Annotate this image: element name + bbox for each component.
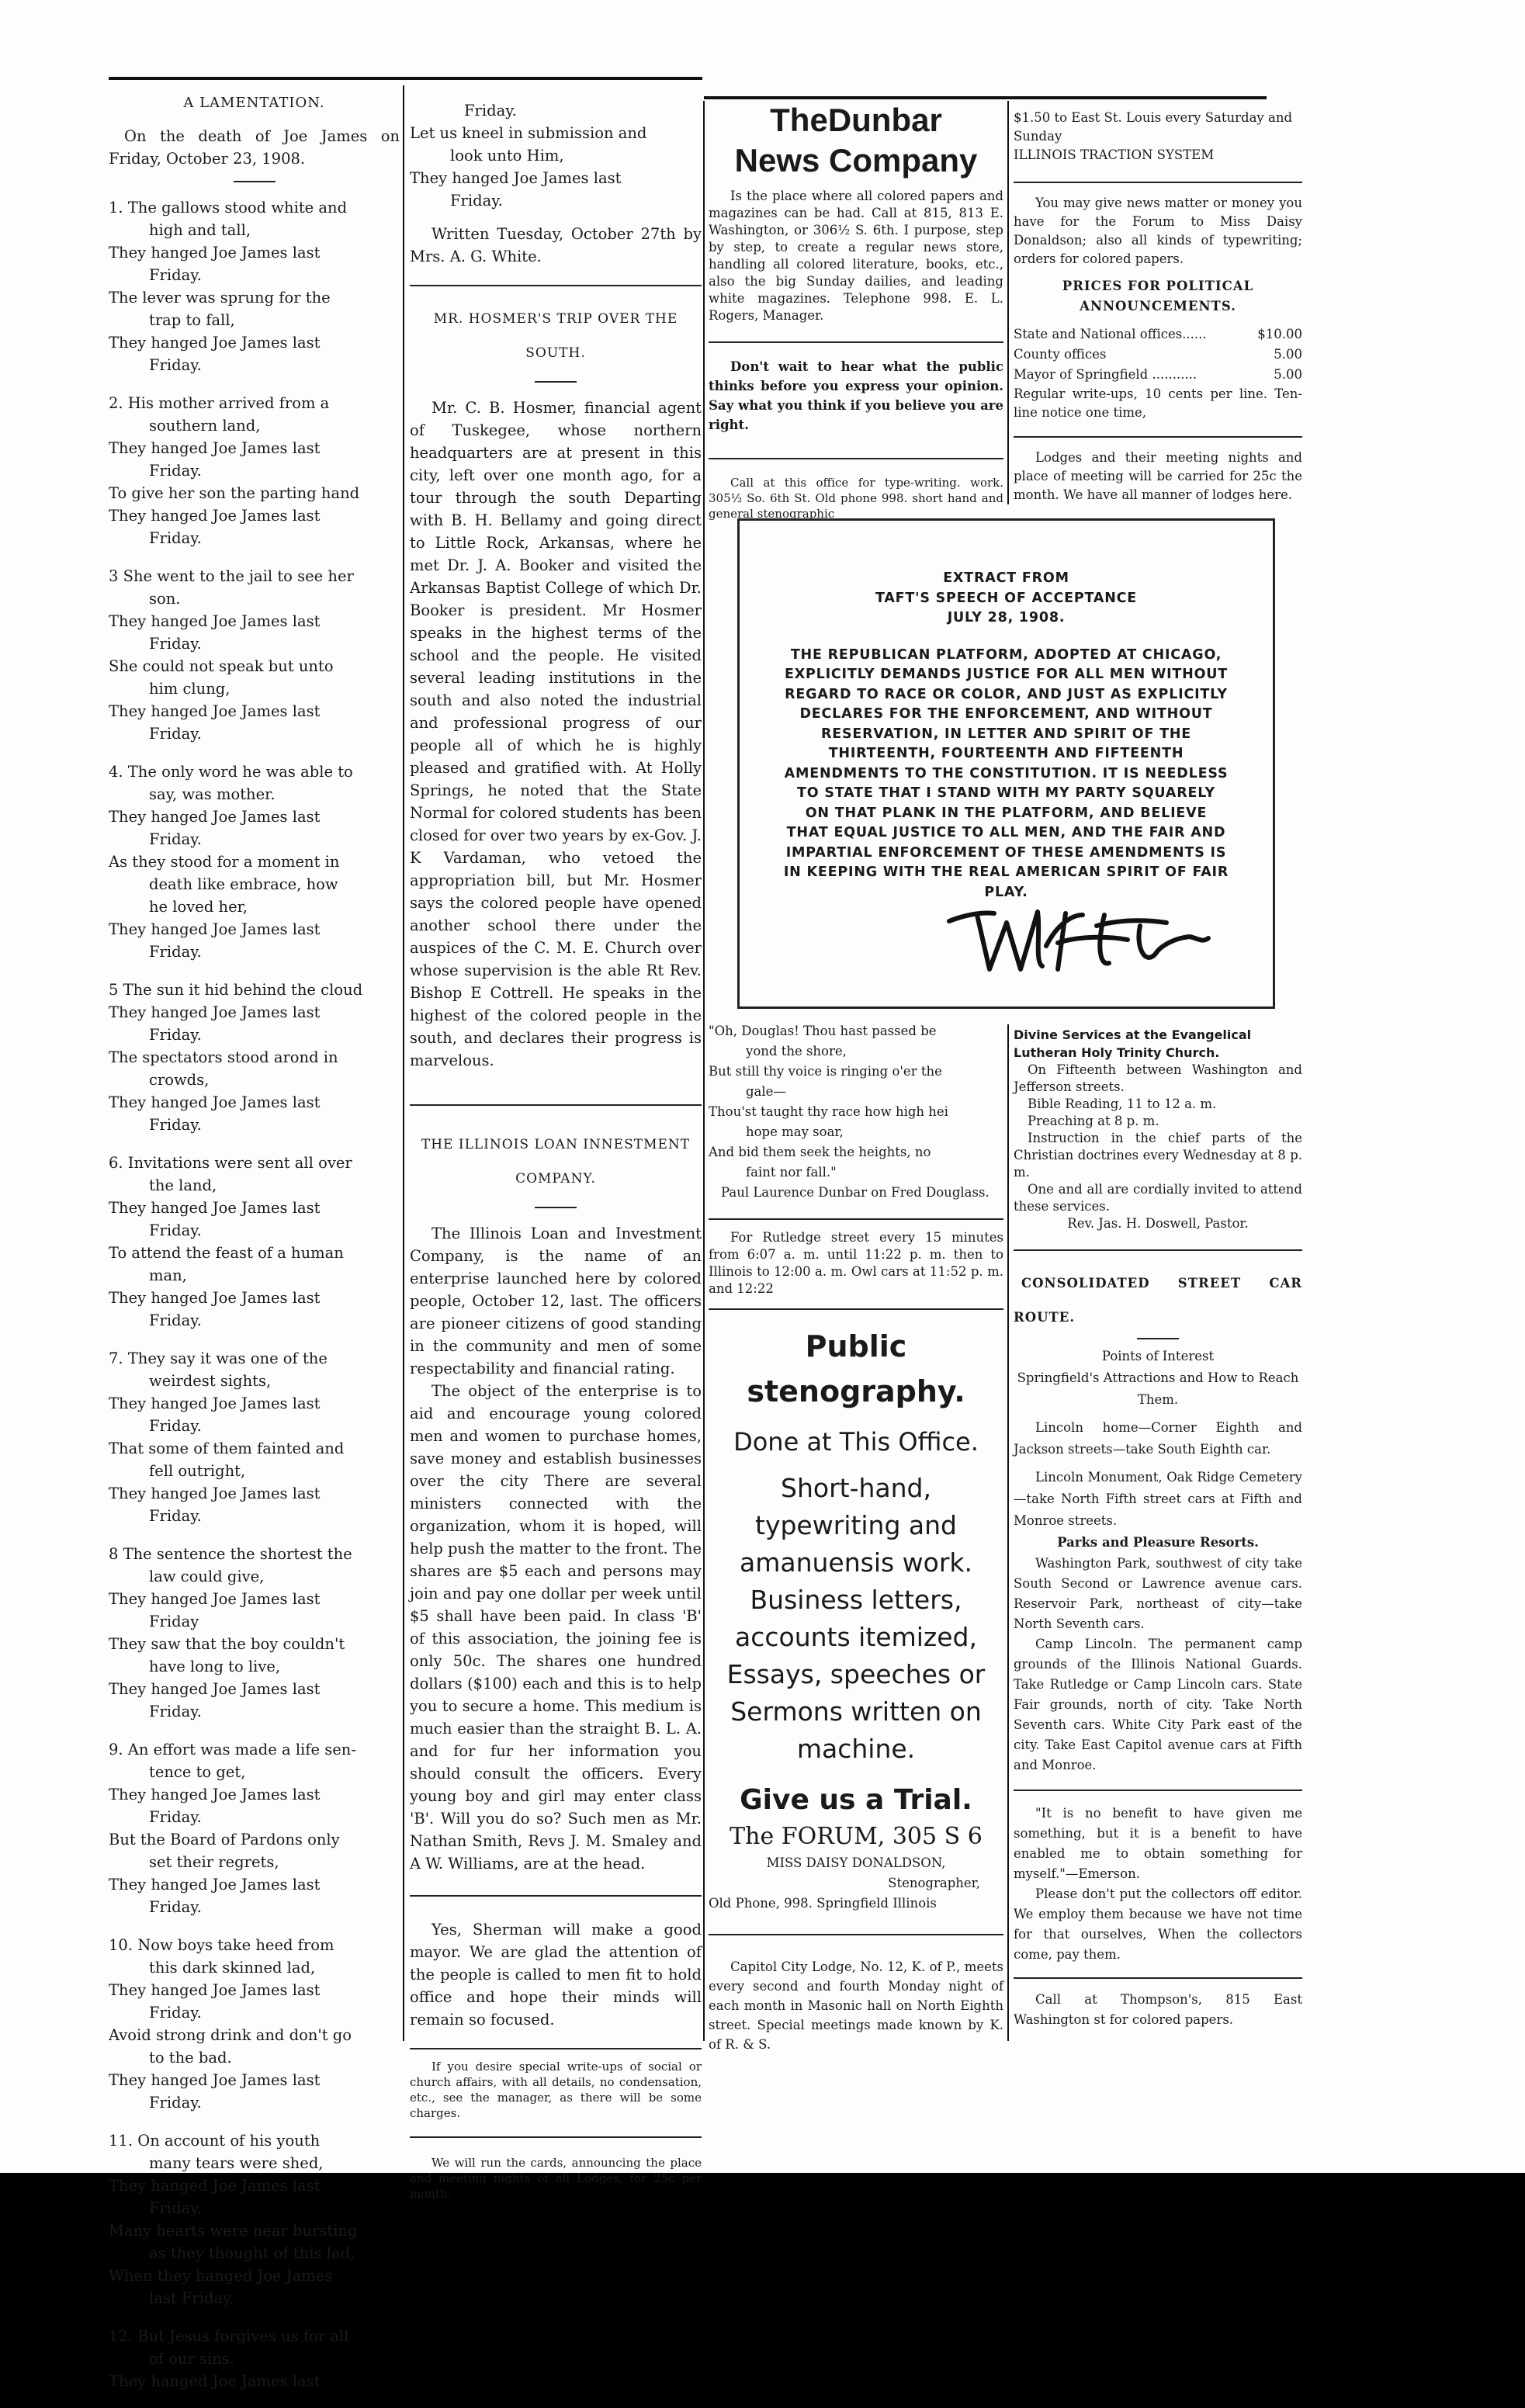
divider xyxy=(535,1207,577,1208)
divider xyxy=(234,181,276,182)
old-phone: Old Phone, 998. Springfield Illinois xyxy=(709,1896,937,1911)
stanza-line: Friday. xyxy=(149,2004,202,2022)
stanza-line: say, was mother. xyxy=(149,785,276,803)
emerson-quote: "It is no benefit to have given me something, but it is a benefit to have enabled me to obtain something for myself."—Emerson. xyxy=(1014,1806,1302,1881)
stanza-line: They saw that the boy couldn't xyxy=(109,1635,345,1653)
poem-line: And bid them seek the heights, no xyxy=(709,1145,931,1159)
section-rule xyxy=(709,458,1003,459)
stanza-line: They hanged Joe James last xyxy=(109,808,321,826)
price-label: State and National offices...... xyxy=(1014,327,1207,341)
stanza-line: To attend the feast of a human xyxy=(109,1244,344,1262)
stanza-line: the land, xyxy=(149,1176,217,1194)
stanza-line: Friday. xyxy=(149,2094,202,2112)
stanza-line: last Friday. xyxy=(149,2289,234,2307)
stanza-line: 6. Invitations were sent all over xyxy=(109,1154,352,1172)
stenographer: Stenographer, xyxy=(888,1876,980,1890)
stanza-line: Friday. xyxy=(450,192,503,210)
miss-daisy: MISS DAISY DONALDSON, xyxy=(766,1855,946,1870)
column-4-bottom xyxy=(1014,1026,1302,2030)
collectors-note: Please don't put the collectors off editor. We employ them because we have not time for that ourselves, When the collectors come, pay them. xyxy=(1014,1887,1302,1962)
stanza-line: 8 The sentence the shortest the xyxy=(109,1545,352,1563)
lamentation-intro: On the death of Joe James on Friday, October 23, 1908. xyxy=(109,127,400,168)
lamentation-stanzas xyxy=(109,196,400,2392)
stanza-line: They hanged Joe James last xyxy=(109,2177,321,2195)
typewriting-note: Call at this office for type-writing. work. 305½ So. 6th St. Old phone 998. short hand and general stenographic xyxy=(709,476,1003,521)
column-3-bottom xyxy=(709,1021,1003,2054)
stanza-line: of our sins. xyxy=(149,2350,234,2368)
stanza-line: They hanged Joe James last xyxy=(109,702,321,720)
stanza-line: She could not speak but unto xyxy=(109,657,334,675)
dont-wait-note: Don't wait to hear what the public thinks before you express your opinion. Say what you think if you believe you are right. xyxy=(709,359,1003,432)
section-rule xyxy=(410,1104,702,1106)
stanza-line: They hanged Joe James last xyxy=(109,612,321,630)
stanza-line: 10. Now boys take heed from xyxy=(109,1936,334,1954)
traction-name: ILLINOIS TRACTION SYSTEM xyxy=(1014,147,1215,162)
loan-paragraph-1: The Illinois Loan and Investment Company, is the name of an enterprise launched here by colored people, October 12, last. The officers are pioneer citizens of good standing in the community and men of some respectability and financial rating. xyxy=(410,1225,702,1377)
stanza-line: tence to get, xyxy=(149,1763,246,1781)
section-rule xyxy=(410,2048,702,2049)
stanza xyxy=(109,1543,400,1723)
stanza-line: They hanged Joe James last xyxy=(109,1786,321,1803)
stanza xyxy=(109,761,400,963)
stanza-line: Friday. xyxy=(149,266,202,284)
stanza-line: They hanged Joe James last xyxy=(109,439,321,457)
stanza-line: Friday. xyxy=(149,356,202,374)
column-2 xyxy=(410,99,702,2202)
dunbar-title-line-1: TheDunbar xyxy=(770,102,942,138)
stanza-line: They hanged Joe James last xyxy=(109,1590,321,1608)
stanza-line: son. xyxy=(149,590,181,608)
prices-title: PRICES FOR POLITICAL ANNOUNCEMENTS. xyxy=(1062,279,1254,314)
stanza-line: They hanged Joe James last xyxy=(109,1093,321,1111)
stanza-line: law could give, xyxy=(149,1568,265,1585)
section-rule xyxy=(1014,1790,1302,1791)
stanza-line: Friday. xyxy=(149,462,202,480)
section-rule xyxy=(709,1218,1003,1220)
stanza-line: They hanged Joe James last xyxy=(109,1395,321,1412)
stanza-line: They hanged Joe James last xyxy=(109,244,321,262)
stanza-line: They hanged Joe James last xyxy=(410,169,622,187)
cards-note: We will run the cards, announcing the place and meeting nights of all Lodges, for 25c per month. xyxy=(410,2156,702,2201)
stanza-line: They hanged Joe James last xyxy=(109,1199,321,1217)
points-of-interest: Points of Interest xyxy=(1101,1349,1215,1363)
written-by: Written Tuesday, October 27th by Mrs. A. G. White. xyxy=(410,225,702,265)
price-row xyxy=(1014,324,1302,345)
stanza-line: 2. His mother arrived from a xyxy=(109,394,330,412)
sherman-note: Yes, Sherman will make a good mayor. We are glad the attention of the people is called to men fit to hold office and hope their minds will remain so focused. xyxy=(410,1921,702,2029)
section-rule xyxy=(709,1308,1003,1310)
column-3-top xyxy=(709,99,1003,521)
stanza-line: many tears were shed, xyxy=(149,2154,324,2172)
stanza xyxy=(109,1152,400,1332)
stanza xyxy=(109,2325,400,2392)
writeups-note: If you desire special write-ups of social or church affairs, with all details, no condensation, etc., see the manager, as there will be some charges. xyxy=(410,2060,702,2120)
price-label: County offices xyxy=(1014,347,1107,362)
stanza-line: Friday. xyxy=(149,635,202,653)
stanza xyxy=(109,1738,400,1918)
stanza-line: They hanged Joe James last xyxy=(109,2372,321,2390)
stanza-line: The spectators stood arond in xyxy=(109,1048,338,1066)
loan-paragraph-2: The object of the enterprise is to aid and encourage young colored men and women to purchase homes, save money and establish businesses over the city There are several ministers connected with the organization, whom it is hoped, will help push the matter to the front. The shares are $5 each and persons may join and pay one dollar per week until $5 shall have been paid. In class 'B' of this association, the joining fee is only 50c. The shares one hundred dollars ($100) each and this is to help you to secure a home. This medium is much easier than the straight B. L. A. and for fur her information you should consult the officers. Every young boy and girl may enter class 'B'. Will you do so? Such men as Mr. Nathan Smith, Revs J. M. Smaley and A W. Williams, are at the head. xyxy=(410,1382,702,1873)
parks-title: Parks and Pleasure Resorts. xyxy=(1057,1535,1259,1550)
column-divider-3 xyxy=(1007,101,1009,504)
church-line: Preaching at 8 p. m. xyxy=(1028,1114,1159,1128)
stanza-line: Avoid strong drink and don't go xyxy=(109,2026,352,2044)
stanza xyxy=(109,1347,400,1527)
traction-top: $1.50 to East St. Louis every Saturday and Sunday xyxy=(1014,110,1293,144)
stanza-line: look unto Him, xyxy=(450,147,564,165)
stanza-line: fell outright, xyxy=(149,1462,246,1480)
stanza-line: They hanged Joe James last xyxy=(109,1981,321,1999)
park-item: Washington Park, southwest of city take South Second or Lawrence avenue cars. Reservoir Park, northeast of city—take North Seventh cars. xyxy=(1014,1556,1302,1631)
stanza-line: 11. On account of his youth xyxy=(109,2132,321,2150)
poem-line: But still thy voice is ringing o'er the xyxy=(709,1064,942,1079)
writeups-price: Regular write-ups, 10 cents per line. Ten-line notice one time, xyxy=(1014,386,1302,420)
section-rule xyxy=(1014,182,1302,183)
parks-list xyxy=(1014,1554,1302,1776)
stanza-line: this dark skinned lad, xyxy=(149,1959,316,1977)
stanza-line: Many hearts were near bursting xyxy=(109,2222,358,2240)
douglas-poem xyxy=(709,1021,1003,1183)
hosmer-title: MR. HOSMER'S TRIP OVER THE SOUTH. xyxy=(433,311,678,361)
news-matter-note: You may give news matter or money you have for the Forum to Miss Daisy Donaldson; also all kinds of typewriting; orders for colored papers. xyxy=(1014,196,1302,266)
stanza-line: man, xyxy=(149,1266,187,1284)
stanza-line: But the Board of Pardons only xyxy=(109,1831,340,1848)
give-trial: Give us a Trial. xyxy=(740,1784,972,1816)
stanza-line: They hanged Joe James last xyxy=(109,507,321,525)
column-divider-1 xyxy=(403,85,404,2041)
dunbar-title-line-2: News Company xyxy=(734,142,978,178)
price-row xyxy=(1014,365,1302,385)
stanza-line: Friday. xyxy=(464,102,517,120)
stanza-line: They hanged Joe James last xyxy=(109,920,321,938)
stanza-line: As they stood for a moment in xyxy=(109,853,340,871)
stanza-line: Let us kneel in submission and xyxy=(410,124,647,142)
church-line: Bible Reading, 11 to 12 a. m. xyxy=(1028,1097,1217,1111)
stanza-line: have long to live, xyxy=(149,1658,281,1675)
stanza-line: him clung, xyxy=(149,680,230,698)
stanza-line: 4. The only word he was able to xyxy=(109,763,353,781)
stanza xyxy=(109,196,400,376)
church-lines xyxy=(1014,1062,1302,1215)
stanza-line: 1. The gallows stood white and xyxy=(109,199,348,217)
poem-line: gale— xyxy=(746,1084,786,1099)
stanza-line: Friday. xyxy=(149,943,202,961)
stanza-line: Friday. xyxy=(149,1507,202,1525)
extract-heading-1: EXTRACT FROM xyxy=(943,570,1069,586)
stanza-line: They hanged Joe James last xyxy=(109,2071,321,2089)
stanza-line: as they thought of this lad, xyxy=(149,2244,355,2262)
poem-line: Thou'st taught thy race how high hei xyxy=(709,1104,948,1119)
stanza-line: 7. They say it was one of the xyxy=(109,1350,328,1367)
stanza-line: 3 She went to the jail to see her xyxy=(109,567,354,585)
stanza-line: They hanged Joe James last xyxy=(109,1003,321,1021)
divider xyxy=(535,381,577,383)
stanza-line: 9. An effort was made a life sen- xyxy=(109,1741,356,1758)
poem-line: hope may soar, xyxy=(746,1124,844,1139)
stanza-line: Friday. xyxy=(149,1026,202,1044)
stanza-line: Friday. xyxy=(149,830,202,848)
attractions: Springfield's Attractions and How to Reach Them. xyxy=(1017,1370,1299,1407)
church-title: Divine Services at the Evangelical Lutheran Holy Trinity Church. xyxy=(1014,1027,1252,1060)
column-4-top xyxy=(1014,109,1302,504)
route-item: Lincoln home—Corner Eighth and Jackson streets—take South Eighth car. xyxy=(1014,1420,1302,1457)
top-rule-left xyxy=(109,77,702,80)
stanza-line: Friday. xyxy=(149,1116,202,1134)
stanza-line: That some of them fainted and xyxy=(109,1440,345,1457)
extract-body: THE REPUBLICAN PLATFORM, ADOPTED AT CHICAGO, EXPLICITLY DEMANDS JUSTICE FOR ALL MEN WITHOUT REGARD TO RACE OR COLOR, AND JUST AS EXPLICITLY DECLARES FOR THE ENFORCEMENT, AND WITHOUT RESERVATION, IN LETTER AND SPIRIT OF THE THIRTEENTH, FOURTEENTH AND FIFTEENTH AMENDMENTS TO THE CONSTITUTION. IT IS NEEDLESS TO STATE THAT I STAND WITH MY PARTY SQUARELY ON THAT PLANK IN THE PLATFORM, AND BELIEVE THAT EQUAL JUSTICE TO ALL MEN, AND THE FAIR AND IMPARTIAL ENFORCEMENT OF THESE AMENDMENTS IS IN KEEPING WITH THE REAL AMERICAN SPIRIT OF FAIR PLAY. xyxy=(783,646,1229,900)
section-rule xyxy=(410,2136,702,2138)
stanza-line: Friday xyxy=(149,1613,199,1630)
extract-heading-2: TAFT'S SPEECH OF ACCEPTANCE xyxy=(875,590,1138,606)
stanza-line: set their regrets, xyxy=(149,1853,279,1871)
stanza-line: They hanged Joe James last xyxy=(109,1289,321,1307)
poem-line: yond the shore, xyxy=(746,1044,847,1058)
street-car-title: CONSOLIDATED STREET CAR ROUTE. xyxy=(1014,1276,1302,1325)
stanza-line: death like embrace, how xyxy=(149,875,338,893)
prices-list xyxy=(1014,324,1302,385)
stanza-line: Friday. xyxy=(149,1703,202,1720)
stanza-line: Friday. xyxy=(149,2199,202,2217)
column-divider-4 xyxy=(1007,1024,1009,2041)
stanza-line: They hanged Joe James last xyxy=(109,1680,321,1698)
extract-heading-3: JULY 28, 1908. xyxy=(947,610,1066,625)
stanza-line: crowds, xyxy=(149,1071,210,1089)
taft-signature xyxy=(941,892,1221,977)
loan-title: THE ILLINOIS LOAN INNESTMENT COMPANY. xyxy=(421,1137,691,1187)
church-line: Instruction in the chief parts of the Christian doctrines every Wednesday at 8 p. m. xyxy=(1014,1131,1302,1180)
section-rule xyxy=(709,1934,1003,1935)
price-label: Mayor of Springfield ........... xyxy=(1014,367,1197,382)
stanza-line: southern land, xyxy=(149,417,261,435)
price-value: 5.00 xyxy=(1274,347,1302,362)
stanza-line: 12. But Jesus forgives us for all xyxy=(109,2327,349,2345)
stanza xyxy=(109,979,400,1136)
church-line: One and all are cordially invited to attend these services. xyxy=(1014,1182,1302,1214)
column-divider-2 xyxy=(703,101,705,2041)
stenography-title: Public stenography. xyxy=(747,1329,965,1408)
thompson-note: Call at Thompson's, 815 East Washington st for colored papers. xyxy=(1014,1992,1302,2027)
section-rule xyxy=(1014,1249,1302,1251)
stanza-line: They hanged Joe James last xyxy=(109,334,321,352)
stanza-line: trap to fall, xyxy=(149,311,235,329)
rutledge-note: For Rutledge street every 15 minutes from 6:07 a. m. until 11:22 p. m. then to Illinois to 12:00 a. m. Owl cars at 11:52 p. m. and 12:22 xyxy=(709,1230,1003,1296)
section-rule xyxy=(709,341,1003,343)
park-item: Camp Lincoln. The permanent camp grounds of the Illinois National Guards. Take Rutledge or Camp Lincoln cars. State Fair grounds, north of city. Take North Seventh cars. White City Park east of the city. Take East Capitol avenue cars at Fifth and Monroe. xyxy=(1014,1637,1302,1772)
taft-extract-box xyxy=(737,518,1275,1009)
section-rule xyxy=(1014,436,1302,438)
stanza xyxy=(109,565,400,745)
stanza-line: They hanged Joe James last xyxy=(109,1485,321,1502)
stanza-line: weirdest sights, xyxy=(149,1372,272,1390)
stanza-line: Friday. xyxy=(149,1898,202,1916)
lamentation-continued xyxy=(410,99,702,212)
stanza-line: Friday. xyxy=(149,1417,202,1435)
route-item: Lincoln Monument, Oak Ridge Cemetery—take North Fifth street cars at Fifth and Monroe streets. xyxy=(1014,1470,1302,1528)
poem-line: "Oh, Douglas! Thou hast passed be xyxy=(709,1024,937,1038)
stanza xyxy=(109,1934,400,2114)
stenography-done: Done at This Office. xyxy=(733,1427,979,1457)
stanza-line: They hanged Joe James last xyxy=(109,1876,321,1893)
stanza-line: When they hanged Joe James xyxy=(109,2267,333,2285)
poem-line: faint nor fall." xyxy=(746,1165,837,1180)
stenography-body: Short-hand, typewriting and amanuensis work. Business letters, accounts itemized, Essays, speeches or Sermons written on machine. xyxy=(726,1473,986,1764)
stanza xyxy=(109,392,400,549)
section-rule xyxy=(410,1895,702,1897)
routes-list xyxy=(1014,1417,1302,1532)
dunbar-body: Is the place where all colored papers and magazines can be had. Call at 815, 813 E. Washington, or 306½ S. 6th. I purpose, step by step, to create a regular news store, handling all colored literature, books, etc., also the big Sunday dailies, and leading white magazines. Telephone 998. E. L. Rogers, Manager. xyxy=(709,189,1003,323)
stanza-line: Friday. xyxy=(149,1221,202,1239)
stanza-line: Friday. xyxy=(149,725,202,743)
price-value: 5.00 xyxy=(1274,367,1302,382)
stanza-line: he loved her, xyxy=(149,898,248,916)
price-value: $10.00 xyxy=(1257,327,1302,341)
forum-line: The FORUM, 305 S 6 xyxy=(730,1823,983,1850)
lamentation-title: A LAMENTATION. xyxy=(183,95,325,111)
hosmer-body: Mr. C. B. Hosmer, financial agent of Tuskegee, whose northern headquarters are at present in this city, left over one month ago, for a tour through the south Departing with B. H. Bellamy and going direct to Little Rock, Arkansas, where he met Dr. J. A. Booker and visited the Arkansas Baptist College of which Dr. Booker is president. Mr Hosmer speaks in the highest terms of the school and the people. He visited several leading institutions in the south and also noted the industrial and professional progress of our people all of which he is highly pleased and gratified with. At Holly Springs, he noted that the State Normal for colored students has been closed for over two years by ex-Gov. J. K Vardaman, who vetoed the appropriation bill, but Mr. Hosmer says the colored people have opened another school there under the auspices of the C. M. E. Church over whose supervision is the able Rt Rev. Bishop E Cottrell. He speaks in the highest of the colored people in the south, and declares their progress is marvelous. xyxy=(410,399,702,1069)
section-rule xyxy=(410,285,702,286)
column-1 xyxy=(109,92,400,2408)
church-pastor: Rev. Jas. H. Doswell, Pastor. xyxy=(1067,1216,1249,1231)
stanza-line: Friday. xyxy=(149,1808,202,1826)
douglas-attribution: Paul Laurence Dunbar on Fred Douglass. xyxy=(721,1185,990,1200)
capitol-lodge: Capitol City Lodge, No. 12, K. of P., meets every second and fourth Monday night of each month in Masonic hall on North Eighth street. Special meetings made known by K. of R. & S. xyxy=(709,1959,1003,2052)
stanza-line: high and tall, xyxy=(149,221,251,239)
lodges-note: Lodges and their meeting nights and place of meeting will be carried for 25c the month. We have all manner of lodges here. xyxy=(1014,450,1302,502)
stanza-line: to the bad. xyxy=(149,2049,232,2067)
price-row xyxy=(1014,345,1302,365)
stanza-line: Friday. xyxy=(149,1311,202,1329)
stanza-line: Friday. xyxy=(149,529,202,547)
stanza xyxy=(109,2129,400,2309)
stanza-line: 5 The sun it hid behind the cloud xyxy=(109,981,363,999)
divider xyxy=(1137,1338,1179,1339)
stanza-line: The lever was sprung for the xyxy=(109,289,331,307)
church-line: On Fifteenth between Washington and Jefferson streets. xyxy=(1014,1062,1302,1094)
stanza-line: To give her son the parting hand xyxy=(109,484,360,502)
section-rule xyxy=(1014,1977,1302,1979)
